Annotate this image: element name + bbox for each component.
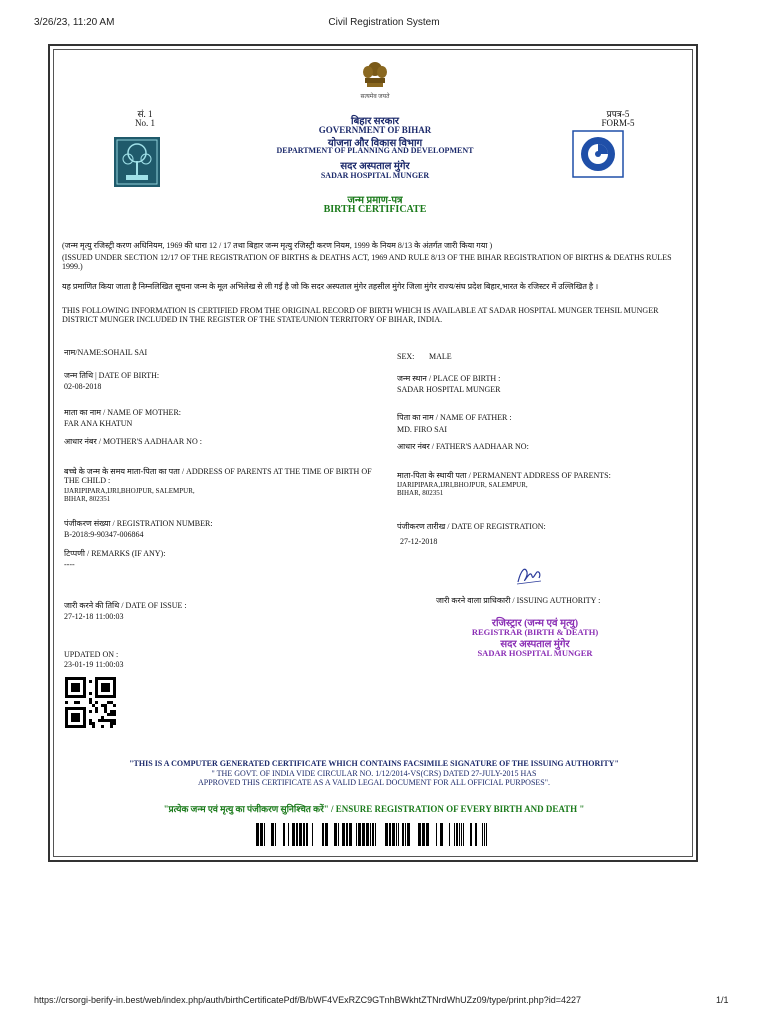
hospital-english: SADAR HOSPITAL MUNGER (320, 171, 430, 180)
slogan-english: / ENSURE REGISTRATION OF EVERY BIRTH AND DEATH " (328, 804, 585, 814)
hospital-hindi: सदर अस्पताल मुंगेर (340, 161, 410, 172)
department-hindi: योजना और विकास विभाग (327, 138, 423, 149)
registration-number-value: B-2018:9-90347-006864 (64, 530, 144, 539)
dob-label: जन्म तिथि | DATE OF BIRTH: (64, 371, 160, 380)
permanent-address-line2: BIHAR, 802351 (397, 489, 444, 497)
serial-no-english: No. 1 (135, 118, 155, 128)
child-name: नाम/NAME:SOHAIL SAI (64, 348, 148, 357)
certify-statement-english: THIS FOLLOWING INFORMATION IS CERTIFIED FROM THE ORIGINAL RECORD OF BIRTH WHICH IS AVAILABLE AT SADAR HOSPITAL MUNGER TEHSIL MUNGER DISTRICT MUNGER INCLUDED IN THE REGISTER OF THE STATE/UNION TERRITORY OF BIHAR, INDIA. (62, 306, 659, 324)
computer-generated-note: "THIS IS A COMPUTER GENERATED CERTIFICATE WHICH CONTAINS FACSIMILE SIGNATURE OF THE ISSUING AUTHORITY" (129, 759, 619, 768)
registration-slogan (54, 802, 694, 815)
address-at-birth-line1: IJARIPIPARA,IJRI,BHOJPUR, SALEMPUR, (64, 487, 195, 495)
slogan-hindi: "प्रत्येक जन्म एवं मृत्यु का पंजीकरण सुनिश्चित करें" (163, 804, 329, 814)
registration-number-label: पंजीकरण संख्या / REGISTRATION NUMBER: (64, 519, 213, 528)
permanent-address-line1: IJARIPIPARA,IJRI,BHOJPUR, SALEMPUR, (397, 481, 528, 489)
registration-date-label: पंजीकरण तारीख / DATE OF REGISTRATION: (397, 522, 546, 531)
remarks-value: ---- (64, 560, 75, 569)
issued-under-english: (ISSUED UNDER SECTION 12/17 OF THE REGISTRATION OF BIRTHS & DEATHS ACT, 1969 AND RULE 8/13 OF THE BIHAR REGISTRATION OF BIRTHS & DEATHS RULES 1999.) (62, 253, 672, 271)
registrar-hindi: रजिस्ट्रार (जन्म एवं मृत्यु) (491, 618, 579, 629)
bihar-government-logo-icon (114, 137, 160, 187)
mother-aadhaar-label: आधार नंबर / MOTHER'S AADHAAR NO : (64, 437, 202, 446)
form-number-hindi: प्रपत्र-5 (606, 109, 630, 119)
national-emblem-icon (355, 60, 395, 92)
department-english: DEPARTMENT OF PLANNING AND DEVELOPMENT (276, 146, 474, 155)
updated-on-value: 23-01-19 11:00:03 (64, 660, 124, 669)
date-of-issue-label: जारी करने की तिथि / DATE OF ISSUE : (64, 601, 187, 610)
registrar-english: REGISTRAR (BIRTH & DEATH) (471, 627, 599, 637)
government-hindi: बिहार सरकार (351, 116, 399, 127)
print-timestamp: 3/26/23, 11:20 AM (34, 17, 115, 28)
issuing-authority-label: जारी करने वाला प्राधिकारी / ISSUING AUTHORITY : (436, 596, 601, 605)
print-page-title: Civil Registration System (328, 17, 440, 28)
father-aadhaar-label: आधार नंबर / FATHER'S AADHAAR NO: (397, 442, 529, 451)
mother-name-label: माता का नाम / NAME OF MOTHER: (64, 408, 182, 417)
registration-date-value: 27-12-2018 (400, 537, 438, 546)
crs-logo-icon (572, 130, 624, 178)
barcode-icon (256, 823, 492, 846)
mother-name-value: FAR ANA KHATUN (64, 419, 133, 428)
print-url[interactable]: https://crsorgi-berify-in.best/web/index.php/auth/birthCertificatePdf/B/bWF4VExRZC9GTnhBWkhtZTNrdWhUZz09/type/print.php?id=4227 (34, 995, 581, 1005)
registrar-hospital-english: SADAR HOSPITAL MUNGER (477, 648, 593, 658)
government-english: GOVERNMENT OF BIHAR (318, 125, 432, 135)
place-of-birth-value: SADAR HOSPITAL MUNGER (397, 385, 501, 394)
qr-code-icon (65, 677, 116, 728)
certify-statement-hindi: यह प्रमाणित किया जाता है निम्नलिखित सूचना जन्म के मूल अभिलेख से ली गई है जो कि सदर अस्पताल मुंगेर तहसील मुंगेर जिला मुंगेर राज्य/संघ प्रदेश बिहार,भारत के रजिस्टर में उल्लिखित है । (62, 282, 599, 291)
form-number-english: FORM-5 (601, 118, 635, 128)
dob-value: 02-08-2018 (64, 382, 102, 391)
registrar-signature-icon (515, 562, 545, 588)
permanent-address-label: माता-पिता के स्थायी पता / PERMANENT ADDRESS OF PARENTS: (397, 471, 611, 480)
certificate-title-english: BIRTH CERTIFICATE (323, 204, 427, 215)
place-of-birth-label: जन्म स्थान / PLACE OF BIRTH : (397, 374, 501, 383)
serial-no-hindi: सं. 1 (137, 109, 153, 119)
address-at-birth-line2: BIHAR, 802351 (64, 495, 111, 503)
father-name-value: MD. FIRO SAI (397, 425, 448, 434)
print-page-count: 1/1 (716, 995, 729, 1005)
sex-value: MALE (429, 352, 452, 361)
updated-on-label: UPDATED ON : (64, 650, 119, 659)
circular-note-line1: " THE GOVT. OF INDIA VIDE CIRCULAR NO. 1/12/2014-VS(CRS) DATED 27-JULY-2015 HAS (211, 769, 537, 778)
issued-under-hindi: (जन्म मृत्यु रजिस्ट्री करण अधिनियम, 1969 की धारा 12 / 17 तथा बिहार जन्म मृत्यु रजिस्ट्री करण नियम, 1999 के नियम 8/13 के अंतर्गत जारी किया गया ) (62, 241, 493, 250)
certificate-title-hindi: जन्म प्रमाण-पत्र (347, 195, 403, 206)
date-of-issue-value: 27-12-18 11:00:03 (64, 612, 124, 621)
sex-label: SEX: (397, 352, 415, 361)
emblem-motto: सत्यमेव जयते (360, 94, 390, 100)
remarks-label: टिप्पणी / REMARKS (IF ANY): (64, 549, 166, 558)
registrar-hospital-hindi: सदर अस्पताल मुंगेर (500, 639, 570, 650)
address-at-birth-label: बच्चे के जन्म के समय माता-पिता का पता / ADDRESS OF PARENTS AT THE TIME OF BIRTH OF THE CHILD : (64, 467, 372, 485)
circular-note-line2: APPROVED THIS CERTIFICATE AS A VALID LEGAL DOCUMENT FOR ALL OFFICIAL PURPOSES". (197, 778, 551, 787)
father-name-label: पिता का नाम / NAME OF FATHER : (397, 413, 512, 422)
